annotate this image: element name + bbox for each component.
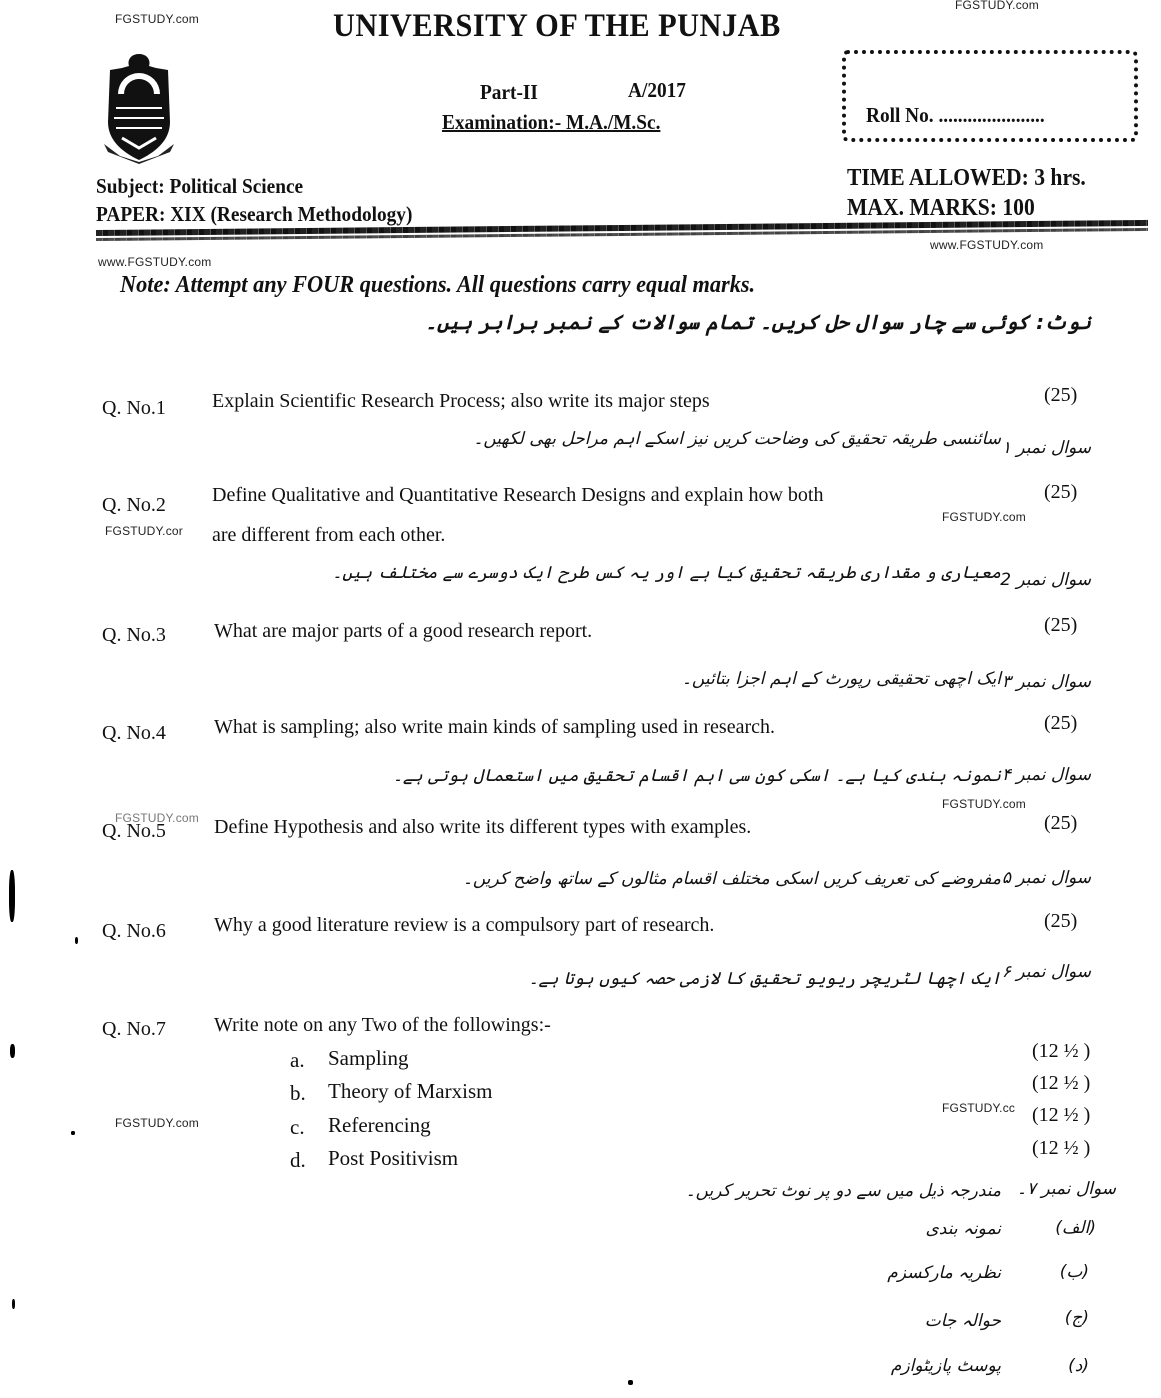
watermark: FGSTUDY.cc <box>942 1101 1016 1115</box>
subpart-marks: (12 ½ ) <box>1032 1104 1091 1126</box>
subject: Subject: Political Science <box>96 174 304 198</box>
subpart-letter: c. <box>290 1115 305 1139</box>
scan-artifact <box>9 870 15 922</box>
urdu-subpart-letter: (د) <box>1068 1356 1089 1376</box>
examination-type: Examination:- M.A./M.Sc. <box>442 110 661 134</box>
subpart-marks: (12 ½ ) <box>1032 1072 1091 1094</box>
question-marks: (25) <box>1044 910 1078 932</box>
watermark: www.FGSTUDY.com <box>98 255 212 269</box>
subpart-letter: b. <box>290 1081 306 1105</box>
question-text: What are major parts of a good research report. <box>214 620 593 642</box>
subpart-text: Referencing <box>328 1113 431 1137</box>
urdu-subpart-text: حوالہ جات <box>924 1311 1001 1331</box>
question-text: Why a good literature review is a compulsory part of research. <box>214 914 715 936</box>
watermark: FGSTUDY.com <box>942 797 1026 811</box>
question-text: Define Qualitative and Quantitative Research Designs and explain how both <box>212 484 824 506</box>
roll-number-box <box>842 50 1138 142</box>
question-urdu-text: معیاری و مقداری طریقہ تحقیق کیا ہے اور یہ کس طرح ایک دوسرے سے مختلف ہیں۔ <box>332 563 1001 583</box>
question-marks: (25) <box>1044 614 1078 636</box>
urdu-subpart-letter: (ب) <box>1059 1262 1089 1282</box>
subpart-text: Post Positivism <box>328 1146 459 1170</box>
question-number: Q. No.1 <box>102 397 166 419</box>
question-text-continued: are different from each other. <box>212 524 446 546</box>
scan-artifact <box>628 1380 633 1385</box>
note-english: Note: Attempt any FOUR questions. All questions carry equal marks. <box>120 272 756 298</box>
watermark: FGSTUDY.com <box>955 0 1039 12</box>
question-urdu-label: سوال نمبر ۷۔ <box>1016 1179 1116 1199</box>
urdu-subpart-text: نمونہ بندی <box>925 1219 1001 1239</box>
question-number: Q. No.3 <box>102 624 166 646</box>
question-urdu-text: ایک اچھی تحقیقی رپورٹ کے اہم اجزا بتائیں۔ <box>681 669 1001 689</box>
time-allowed: TIME ALLOWED: 3 hrs. <box>847 165 1086 191</box>
question-urdu-label: سوال نمبر ۳ <box>1001 672 1091 692</box>
note-urdu: نوٹ: کوئی سے چار سوال حل کریں۔ تمام سوالات کے نمبر برابر ہیں۔ <box>425 310 1091 334</box>
question-marks: (25) <box>1044 481 1078 503</box>
urdu-subpart-letter: (الف) <box>1055 1218 1096 1238</box>
watermark: FGSTUDY.com <box>115 1116 199 1130</box>
watermark: www.FGSTUDY.com <box>930 238 1044 252</box>
question-urdu-label: سوال نمبر 2 <box>1000 570 1091 590</box>
question-number: Q. No.2 <box>102 494 166 516</box>
subpart-letter: d. <box>290 1148 306 1172</box>
question-urdu-label: سوال نمبر ۵ <box>1001 868 1091 888</box>
exam-part: Part-II <box>480 80 538 104</box>
question-text: Define Hypothesis and also write its different types with examples. <box>214 816 752 838</box>
subpart-letter: a. <box>290 1048 305 1072</box>
question-urdu-text: نمونہ بندی کیا ہے۔ اسکی کون سی اہم اقسام تحقیق میں استعمال ہوتی ہے۔ <box>392 766 1001 786</box>
question-number: Q. No.6 <box>102 920 166 942</box>
scan-artifact <box>10 1044 15 1058</box>
question-urdu-text: سائنسی طریقہ تحقیق کی وضاحت کریں نیز اسکے اہم مراحل بھی لکھیں۔ <box>473 429 1001 449</box>
watermark: FGSTUDY.com <box>115 811 199 825</box>
question-text: Write note on any Two of the followings:- <box>214 1014 551 1036</box>
question-urdu-text: مفروضے کی تعریف کریں اسکی مختلف اقسام مثالوں کے ساتھ واضح کریں۔ <box>462 869 1001 889</box>
watermark: FGSTUDY.cor <box>105 524 183 538</box>
urdu-subpart-text: نظریہ مارکسزم <box>887 1263 1001 1283</box>
question-urdu-text: مندرجہ ذیل میں سے دو پر نوٹ تحریر کریں۔ <box>685 1181 1001 1201</box>
watermark: FGSTUDY.com <box>942 510 1026 524</box>
question-text: What is sampling; also write main kinds of sampling used in research. <box>214 716 775 738</box>
question-urdu-label: سوال نمبر ۱ <box>1001 438 1091 458</box>
subpart-text: Sampling <box>328 1046 409 1070</box>
scan-artifact <box>12 1299 15 1309</box>
subpart-marks: (12 ½ ) <box>1032 1040 1091 1062</box>
urdu-subpart-text: پوسٹ پازیٹوازم <box>890 1356 1001 1376</box>
subpart-text: Theory of Marxism <box>328 1079 493 1103</box>
question-number: Q. No.5 <box>102 820 166 842</box>
question-marks: (25) <box>1044 812 1078 834</box>
subpart-marks: (12 ½ ) <box>1032 1137 1091 1159</box>
question-marks: (25) <box>1044 712 1078 734</box>
question-number: Q. No.4 <box>102 722 166 744</box>
urdu-subpart-letter: (ج) <box>1064 1308 1089 1328</box>
scan-artifact <box>71 1131 75 1135</box>
roll-number-field[interactable]: Roll No. ...................... <box>866 103 1045 127</box>
university-title: UNIVERSITY OF THE PUNJAB <box>333 8 781 44</box>
paper-title: PAPER: XIX (Research Methodology) <box>96 202 413 226</box>
question-urdu-label: سوال نمبر ۶ <box>1001 962 1091 982</box>
question-text: Explain Scientific Research Process; also write its major steps <box>212 390 710 412</box>
max-marks: MAX. MARKS: 100 <box>847 195 1035 221</box>
question-number: Q. No.7 <box>102 1018 166 1040</box>
exam-session: A/2017 <box>628 78 686 102</box>
watermark: FGSTUDY.com <box>115 12 199 26</box>
scan-artifact <box>75 937 78 944</box>
university-crest-logo <box>100 52 178 164</box>
question-urdu-text: ایک اچھا لٹریچر ریویو تحقیق کا لازمی حصہ کیوں ہوتا ہے۔ <box>528 969 1001 989</box>
question-marks: (25) <box>1044 384 1078 406</box>
question-urdu-label: سوال نمبر ۴ <box>1001 765 1091 785</box>
